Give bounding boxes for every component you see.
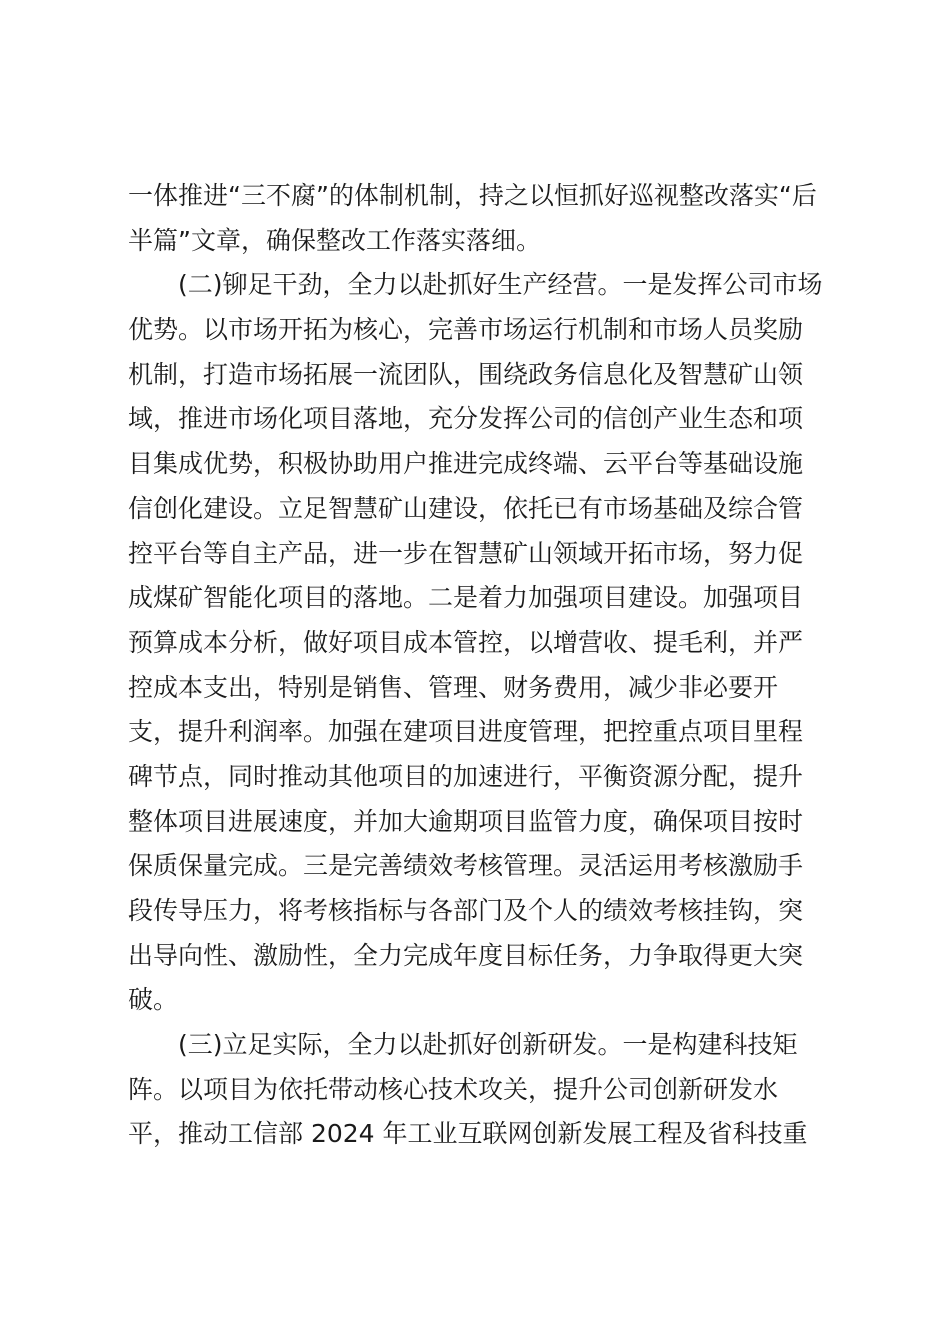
text-line: 域，推进市场化项目落地，充分发挥公司的信创产业生态和项 [128, 404, 804, 434]
text-line: 预算成本分析，做好项目成本管控，以增营收、提毛利，并严 [128, 627, 804, 657]
text-line: 整体项目进展速度，并加大逾期项目监管力度，确保项目按时 [128, 806, 804, 836]
text-line: 机制，打造市场拓展一流团队，围绕政务信息化及智慧矿山领 [128, 359, 804, 389]
text-line: 段传导压力，将考核指标与各部门及个人的绩效考核挂钩，突 [128, 896, 804, 925]
body-text [128, 174, 828, 1157]
text-line: 成煤矿智能化项目的落地。二是着力加强项目建设。加强项目 [128, 583, 804, 613]
text-line: 目集成优势，积极协助用户推进完成终端、云平台等基础设施 [128, 449, 804, 479]
text-line: 信创化建设。立足智慧矿山建设，依托已有市场基础及综合管 [128, 493, 804, 523]
text-line: 出导向性、激励性，全力完成年度目标任务，力争取得更大突 [128, 940, 804, 970]
paragraph-heading-line: (二)铆足干劲，全力以赴抓好生产经营。一是发挥公司市场 [128, 270, 823, 300]
text-line: 碑节点，同时推动其他项目的加速进行，平衡资源分配，提升 [128, 761, 804, 791]
paragraph-heading-line: (三)立足实际，全力以赴抓好创新研发。一是构建科技矩 [128, 1030, 798, 1060]
text-line: 优势。以市场开拓为核心，完善市场运行机制和市场人员奖励 [128, 315, 804, 345]
text-line: 控平台等自主产品，进一步在智慧矿山领域开拓市场，努力促 [128, 538, 804, 568]
text-line: 一体推进“三不腐”的体制机制，持之以恒抓好巡视整改落实“后 [128, 181, 817, 210]
text-line: 支，提升利润率。加强在建项目进度管理，把控重点项目里程 [128, 717, 804, 747]
text-line: 保质保量完成。三是完善绩效考核管理。灵活运用考核激励手 [128, 851, 804, 881]
text-line: 阵。以项目为依托带动核心技术攻关，提升公司创新研发水 [128, 1074, 779, 1104]
text-line: 平，推动工信部 2024 年工业互联网创新发展工程及省科技重 [128, 1119, 808, 1149]
text-line: 半篇”文章，确保整改工作落实落细。 [128, 225, 541, 255]
text-line: 控成本支出，特别是销售、管理、财务费用，减少非必要开 [128, 672, 779, 702]
text-line: 破。 [128, 985, 179, 1015]
